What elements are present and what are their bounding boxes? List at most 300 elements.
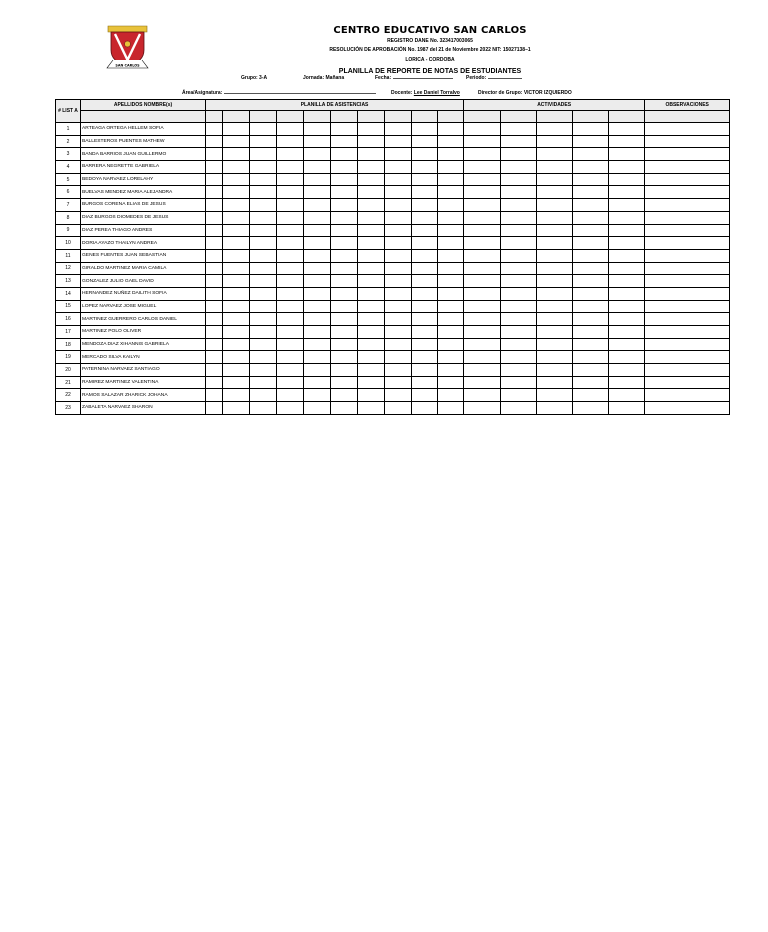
activity-cell[interactable] (464, 275, 501, 288)
attendance-cell[interactable] (331, 402, 358, 415)
activity-cell[interactable] (645, 364, 730, 377)
attendance-cell[interactable] (385, 173, 412, 186)
activity-cell[interactable] (537, 376, 573, 389)
attendance-cell[interactable] (206, 313, 223, 326)
attendance-cell[interactable] (206, 211, 223, 224)
attendance-cell[interactable] (331, 364, 358, 377)
attendance-cell[interactable] (223, 326, 250, 339)
attendance-cell[interactable] (331, 376, 358, 389)
attendance-cell[interactable] (358, 326, 385, 339)
attendance-cell[interactable] (223, 376, 250, 389)
attendance-cell[interactable] (223, 249, 250, 262)
attendance-cell[interactable] (438, 326, 464, 339)
attendance-cell[interactable] (412, 249, 438, 262)
attendance-cell[interactable] (385, 326, 412, 339)
attendance-cell[interactable] (412, 338, 438, 351)
activity-cell[interactable] (573, 376, 609, 389)
activity-cell[interactable] (464, 148, 501, 161)
activity-cell[interactable] (573, 224, 609, 237)
activity-cell[interactable] (537, 313, 573, 326)
attendance-cell[interactable] (250, 161, 277, 174)
attendance-cell[interactable] (223, 148, 250, 161)
attendance-cell[interactable] (304, 135, 331, 148)
attendance-cell[interactable] (250, 148, 277, 161)
activity-cell[interactable] (609, 211, 645, 224)
activity-cell[interactable] (609, 135, 645, 148)
attendance-cell[interactable] (277, 237, 304, 250)
activity-cell[interactable] (501, 313, 537, 326)
activity-cell[interactable] (609, 338, 645, 351)
attendance-cell[interactable] (206, 376, 223, 389)
attendance-cell[interactable] (304, 262, 331, 275)
activity-cell[interactable] (573, 148, 609, 161)
attendance-cell[interactable] (438, 173, 464, 186)
activity-cell[interactable] (573, 338, 609, 351)
activity-cell[interactable] (645, 186, 730, 199)
attendance-cell[interactable] (412, 364, 438, 377)
activity-cell[interactable] (537, 148, 573, 161)
attendance-cell[interactable] (223, 211, 250, 224)
activity-cell[interactable] (464, 199, 501, 212)
attendance-cell[interactable] (331, 237, 358, 250)
attendance-cell[interactable] (385, 376, 412, 389)
attendance-cell[interactable] (223, 287, 250, 300)
activity-cell[interactable] (573, 173, 609, 186)
attendance-cell[interactable] (206, 135, 223, 148)
attendance-cell[interactable] (412, 135, 438, 148)
activity-cell[interactable] (464, 402, 501, 415)
attendance-cell[interactable] (385, 237, 412, 250)
attendance-cell[interactable] (277, 389, 304, 402)
attendance-cell[interactable] (385, 199, 412, 212)
attendance-cell[interactable] (250, 376, 277, 389)
attendance-cell[interactable] (304, 199, 331, 212)
attendance-cell[interactable] (277, 376, 304, 389)
activity-cell[interactable] (645, 224, 730, 237)
attendance-cell[interactable] (385, 249, 412, 262)
activity-cell[interactable] (609, 224, 645, 237)
attendance-cell[interactable] (250, 123, 277, 136)
attendance-cell[interactable] (385, 211, 412, 224)
attendance-cell[interactable] (304, 364, 331, 377)
attendance-cell[interactable] (206, 186, 223, 199)
attendance-cell[interactable] (277, 123, 304, 136)
attendance-cell[interactable] (304, 224, 331, 237)
attendance-cell[interactable] (277, 275, 304, 288)
attendance-cell[interactable] (223, 135, 250, 148)
attendance-cell[interactable] (358, 351, 385, 364)
attendance-cell[interactable] (250, 186, 277, 199)
activity-cell[interactable] (501, 300, 537, 313)
activity-cell[interactable] (609, 376, 645, 389)
activity-cell[interactable] (609, 249, 645, 262)
attendance-cell[interactable] (250, 313, 277, 326)
attendance-cell[interactable] (358, 135, 385, 148)
attendance-cell[interactable] (438, 313, 464, 326)
attendance-cell[interactable] (206, 287, 223, 300)
activity-cell[interactable] (501, 211, 537, 224)
activity-cell[interactable] (645, 173, 730, 186)
attendance-cell[interactable] (277, 186, 304, 199)
attendance-cell[interactable] (438, 224, 464, 237)
activity-cell[interactable] (573, 199, 609, 212)
attendance-cell[interactable] (331, 300, 358, 313)
attendance-cell[interactable] (223, 364, 250, 377)
attendance-cell[interactable] (304, 173, 331, 186)
attendance-cell[interactable] (250, 402, 277, 415)
activity-cell[interactable] (645, 389, 730, 402)
attendance-cell[interactable] (223, 173, 250, 186)
activity-cell[interactable] (573, 389, 609, 402)
attendance-cell[interactable] (438, 364, 464, 377)
attendance-cell[interactable] (412, 237, 438, 250)
activity-cell[interactable] (645, 287, 730, 300)
activity-cell[interactable] (464, 326, 501, 339)
attendance-cell[interactable] (250, 237, 277, 250)
activity-cell[interactable] (645, 300, 730, 313)
attendance-cell[interactable] (385, 161, 412, 174)
activity-cell[interactable] (501, 262, 537, 275)
attendance-cell[interactable] (438, 376, 464, 389)
activity-cell[interactable] (645, 237, 730, 250)
attendance-cell[interactable] (331, 351, 358, 364)
attendance-cell[interactable] (250, 326, 277, 339)
activity-cell[interactable] (573, 237, 609, 250)
attendance-cell[interactable] (223, 389, 250, 402)
activity-cell[interactable] (501, 338, 537, 351)
attendance-cell[interactable] (304, 148, 331, 161)
activity-cell[interactable] (573, 287, 609, 300)
activity-cell[interactable] (573, 313, 609, 326)
activity-cell[interactable] (464, 389, 501, 402)
attendance-cell[interactable] (438, 389, 464, 402)
attendance-cell[interactable] (277, 135, 304, 148)
activity-cell[interactable] (501, 173, 537, 186)
attendance-cell[interactable] (250, 249, 277, 262)
attendance-cell[interactable] (412, 402, 438, 415)
attendance-cell[interactable] (358, 402, 385, 415)
attendance-cell[interactable] (385, 135, 412, 148)
activity-cell[interactable] (609, 351, 645, 364)
activity-cell[interactable] (464, 313, 501, 326)
activity-cell[interactable] (537, 123, 573, 136)
activity-cell[interactable] (645, 338, 730, 351)
activity-cell[interactable] (609, 173, 645, 186)
attendance-cell[interactable] (304, 249, 331, 262)
activity-cell[interactable] (464, 211, 501, 224)
activity-cell[interactable] (609, 148, 645, 161)
attendance-cell[interactable] (223, 351, 250, 364)
attendance-cell[interactable] (331, 287, 358, 300)
activity-cell[interactable] (537, 186, 573, 199)
activity-cell[interactable] (501, 326, 537, 339)
activity-cell[interactable] (464, 249, 501, 262)
attendance-cell[interactable] (412, 287, 438, 300)
attendance-cell[interactable] (206, 326, 223, 339)
attendance-cell[interactable] (412, 123, 438, 136)
attendance-cell[interactable] (277, 313, 304, 326)
attendance-cell[interactable] (206, 262, 223, 275)
attendance-cell[interactable] (223, 161, 250, 174)
attendance-cell[interactable] (438, 338, 464, 351)
activity-cell[interactable] (537, 402, 573, 415)
activity-cell[interactable] (464, 161, 501, 174)
attendance-cell[interactable] (412, 186, 438, 199)
attendance-cell[interactable] (385, 262, 412, 275)
attendance-cell[interactable] (223, 186, 250, 199)
attendance-cell[interactable] (385, 364, 412, 377)
attendance-cell[interactable] (304, 376, 331, 389)
attendance-cell[interactable] (277, 287, 304, 300)
attendance-cell[interactable] (358, 186, 385, 199)
attendance-cell[interactable] (206, 199, 223, 212)
attendance-cell[interactable] (385, 275, 412, 288)
activity-cell[interactable] (573, 211, 609, 224)
attendance-cell[interactable] (412, 275, 438, 288)
activity-cell[interactable] (464, 300, 501, 313)
activity-cell[interactable] (537, 135, 573, 148)
activity-cell[interactable] (645, 402, 730, 415)
attendance-cell[interactable] (304, 237, 331, 250)
attendance-cell[interactable] (438, 237, 464, 250)
activity-cell[interactable] (464, 338, 501, 351)
attendance-cell[interactable] (223, 300, 250, 313)
activity-cell[interactable] (609, 237, 645, 250)
attendance-cell[interactable] (250, 224, 277, 237)
attendance-cell[interactable] (438, 161, 464, 174)
attendance-cell[interactable] (206, 224, 223, 237)
activity-cell[interactable] (537, 300, 573, 313)
attendance-cell[interactable] (358, 249, 385, 262)
activity-cell[interactable] (501, 287, 537, 300)
activity-cell[interactable] (464, 287, 501, 300)
activity-cell[interactable] (645, 199, 730, 212)
attendance-cell[interactable] (206, 123, 223, 136)
activity-cell[interactable] (645, 249, 730, 262)
activity-cell[interactable] (501, 351, 537, 364)
attendance-cell[interactable] (438, 199, 464, 212)
attendance-cell[interactable] (223, 224, 250, 237)
attendance-cell[interactable] (438, 287, 464, 300)
attendance-cell[interactable] (250, 300, 277, 313)
attendance-cell[interactable] (331, 389, 358, 402)
attendance-cell[interactable] (412, 148, 438, 161)
attendance-cell[interactable] (223, 313, 250, 326)
attendance-cell[interactable] (206, 275, 223, 288)
activity-cell[interactable] (501, 199, 537, 212)
attendance-cell[interactable] (277, 161, 304, 174)
attendance-cell[interactable] (331, 186, 358, 199)
attendance-cell[interactable] (304, 161, 331, 174)
activity-cell[interactable] (609, 275, 645, 288)
attendance-cell[interactable] (412, 300, 438, 313)
activity-cell[interactable] (573, 402, 609, 415)
activity-cell[interactable] (464, 237, 501, 250)
attendance-cell[interactable] (206, 402, 223, 415)
attendance-cell[interactable] (223, 338, 250, 351)
attendance-cell[interactable] (250, 199, 277, 212)
activity-cell[interactable] (537, 249, 573, 262)
activity-cell[interactable] (645, 161, 730, 174)
attendance-cell[interactable] (438, 300, 464, 313)
attendance-cell[interactable] (250, 389, 277, 402)
attendance-cell[interactable] (412, 389, 438, 402)
activity-cell[interactable] (464, 351, 501, 364)
attendance-cell[interactable] (277, 173, 304, 186)
attendance-cell[interactable] (438, 402, 464, 415)
attendance-cell[interactable] (277, 148, 304, 161)
attendance-cell[interactable] (223, 275, 250, 288)
attendance-cell[interactable] (304, 313, 331, 326)
attendance-cell[interactable] (250, 351, 277, 364)
activity-cell[interactable] (609, 161, 645, 174)
activity-cell[interactable] (501, 402, 537, 415)
attendance-cell[interactable] (223, 402, 250, 415)
activity-cell[interactable] (501, 237, 537, 250)
attendance-cell[interactable] (385, 148, 412, 161)
activity-cell[interactable] (537, 211, 573, 224)
attendance-cell[interactable] (206, 249, 223, 262)
attendance-cell[interactable] (304, 186, 331, 199)
attendance-cell[interactable] (385, 402, 412, 415)
attendance-cell[interactable] (250, 211, 277, 224)
activity-cell[interactable] (501, 249, 537, 262)
attendance-cell[interactable] (206, 300, 223, 313)
attendance-cell[interactable] (358, 224, 385, 237)
activity-cell[interactable] (537, 364, 573, 377)
activity-cell[interactable] (609, 313, 645, 326)
attendance-cell[interactable] (206, 338, 223, 351)
attendance-cell[interactable] (331, 148, 358, 161)
attendance-cell[interactable] (250, 173, 277, 186)
activity-cell[interactable] (501, 224, 537, 237)
attendance-cell[interactable] (223, 123, 250, 136)
attendance-cell[interactable] (304, 211, 331, 224)
attendance-cell[interactable] (206, 161, 223, 174)
attendance-cell[interactable] (304, 123, 331, 136)
attendance-cell[interactable] (412, 262, 438, 275)
attendance-cell[interactable] (358, 173, 385, 186)
activity-cell[interactable] (464, 364, 501, 377)
activity-cell[interactable] (573, 186, 609, 199)
attendance-cell[interactable] (206, 351, 223, 364)
activity-cell[interactable] (501, 389, 537, 402)
attendance-cell[interactable] (331, 135, 358, 148)
activity-cell[interactable] (645, 135, 730, 148)
attendance-cell[interactable] (331, 313, 358, 326)
activity-cell[interactable] (609, 123, 645, 136)
activity-cell[interactable] (501, 148, 537, 161)
attendance-cell[interactable] (358, 275, 385, 288)
activity-cell[interactable] (501, 135, 537, 148)
attendance-cell[interactable] (206, 148, 223, 161)
attendance-cell[interactable] (277, 364, 304, 377)
activity-cell[interactable] (573, 275, 609, 288)
activity-cell[interactable] (573, 249, 609, 262)
attendance-cell[interactable] (206, 237, 223, 250)
attendance-cell[interactable] (304, 402, 331, 415)
attendance-cell[interactable] (438, 186, 464, 199)
activity-cell[interactable] (501, 161, 537, 174)
activity-cell[interactable] (609, 326, 645, 339)
activity-cell[interactable] (537, 326, 573, 339)
activity-cell[interactable] (609, 402, 645, 415)
attendance-cell[interactable] (304, 275, 331, 288)
attendance-cell[interactable] (438, 249, 464, 262)
activity-cell[interactable] (464, 262, 501, 275)
attendance-cell[interactable] (206, 364, 223, 377)
attendance-cell[interactable] (250, 364, 277, 377)
activity-cell[interactable] (537, 262, 573, 275)
attendance-cell[interactable] (385, 123, 412, 136)
activity-cell[interactable] (573, 262, 609, 275)
activity-cell[interactable] (573, 351, 609, 364)
activity-cell[interactable] (645, 211, 730, 224)
attendance-cell[interactable] (358, 338, 385, 351)
activity-cell[interactable] (609, 364, 645, 377)
attendance-cell[interactable] (331, 173, 358, 186)
attendance-cell[interactable] (412, 173, 438, 186)
attendance-cell[interactable] (358, 287, 385, 300)
activity-cell[interactable] (573, 135, 609, 148)
attendance-cell[interactable] (358, 123, 385, 136)
activity-cell[interactable] (609, 186, 645, 199)
attendance-cell[interactable] (223, 199, 250, 212)
attendance-cell[interactable] (412, 211, 438, 224)
attendance-cell[interactable] (438, 123, 464, 136)
attendance-cell[interactable] (358, 199, 385, 212)
attendance-cell[interactable] (277, 402, 304, 415)
attendance-cell[interactable] (358, 211, 385, 224)
activity-cell[interactable] (573, 300, 609, 313)
attendance-cell[interactable] (412, 376, 438, 389)
activity-cell[interactable] (537, 199, 573, 212)
attendance-cell[interactable] (331, 211, 358, 224)
activity-cell[interactable] (501, 186, 537, 199)
attendance-cell[interactable] (223, 262, 250, 275)
activity-cell[interactable] (464, 123, 501, 136)
activity-cell[interactable] (464, 135, 501, 148)
activity-cell[interactable] (537, 338, 573, 351)
activity-cell[interactable] (537, 351, 573, 364)
attendance-cell[interactable] (438, 262, 464, 275)
activity-cell[interactable] (537, 237, 573, 250)
attendance-cell[interactable] (358, 262, 385, 275)
activity-cell[interactable] (645, 351, 730, 364)
attendance-cell[interactable] (304, 326, 331, 339)
attendance-cell[interactable] (331, 262, 358, 275)
activity-cell[interactable] (464, 224, 501, 237)
attendance-cell[interactable] (358, 161, 385, 174)
attendance-cell[interactable] (206, 389, 223, 402)
activity-cell[interactable] (537, 224, 573, 237)
activity-cell[interactable] (501, 123, 537, 136)
attendance-cell[interactable] (438, 148, 464, 161)
activity-cell[interactable] (537, 275, 573, 288)
attendance-cell[interactable] (304, 351, 331, 364)
activity-cell[interactable] (573, 161, 609, 174)
activity-cell[interactable] (645, 326, 730, 339)
attendance-cell[interactable] (277, 249, 304, 262)
attendance-cell[interactable] (358, 376, 385, 389)
activity-cell[interactable] (537, 161, 573, 174)
activity-cell[interactable] (537, 287, 573, 300)
activity-cell[interactable] (501, 376, 537, 389)
attendance-cell[interactable] (358, 389, 385, 402)
activity-cell[interactable] (645, 262, 730, 275)
activity-cell[interactable] (609, 389, 645, 402)
attendance-cell[interactable] (250, 338, 277, 351)
